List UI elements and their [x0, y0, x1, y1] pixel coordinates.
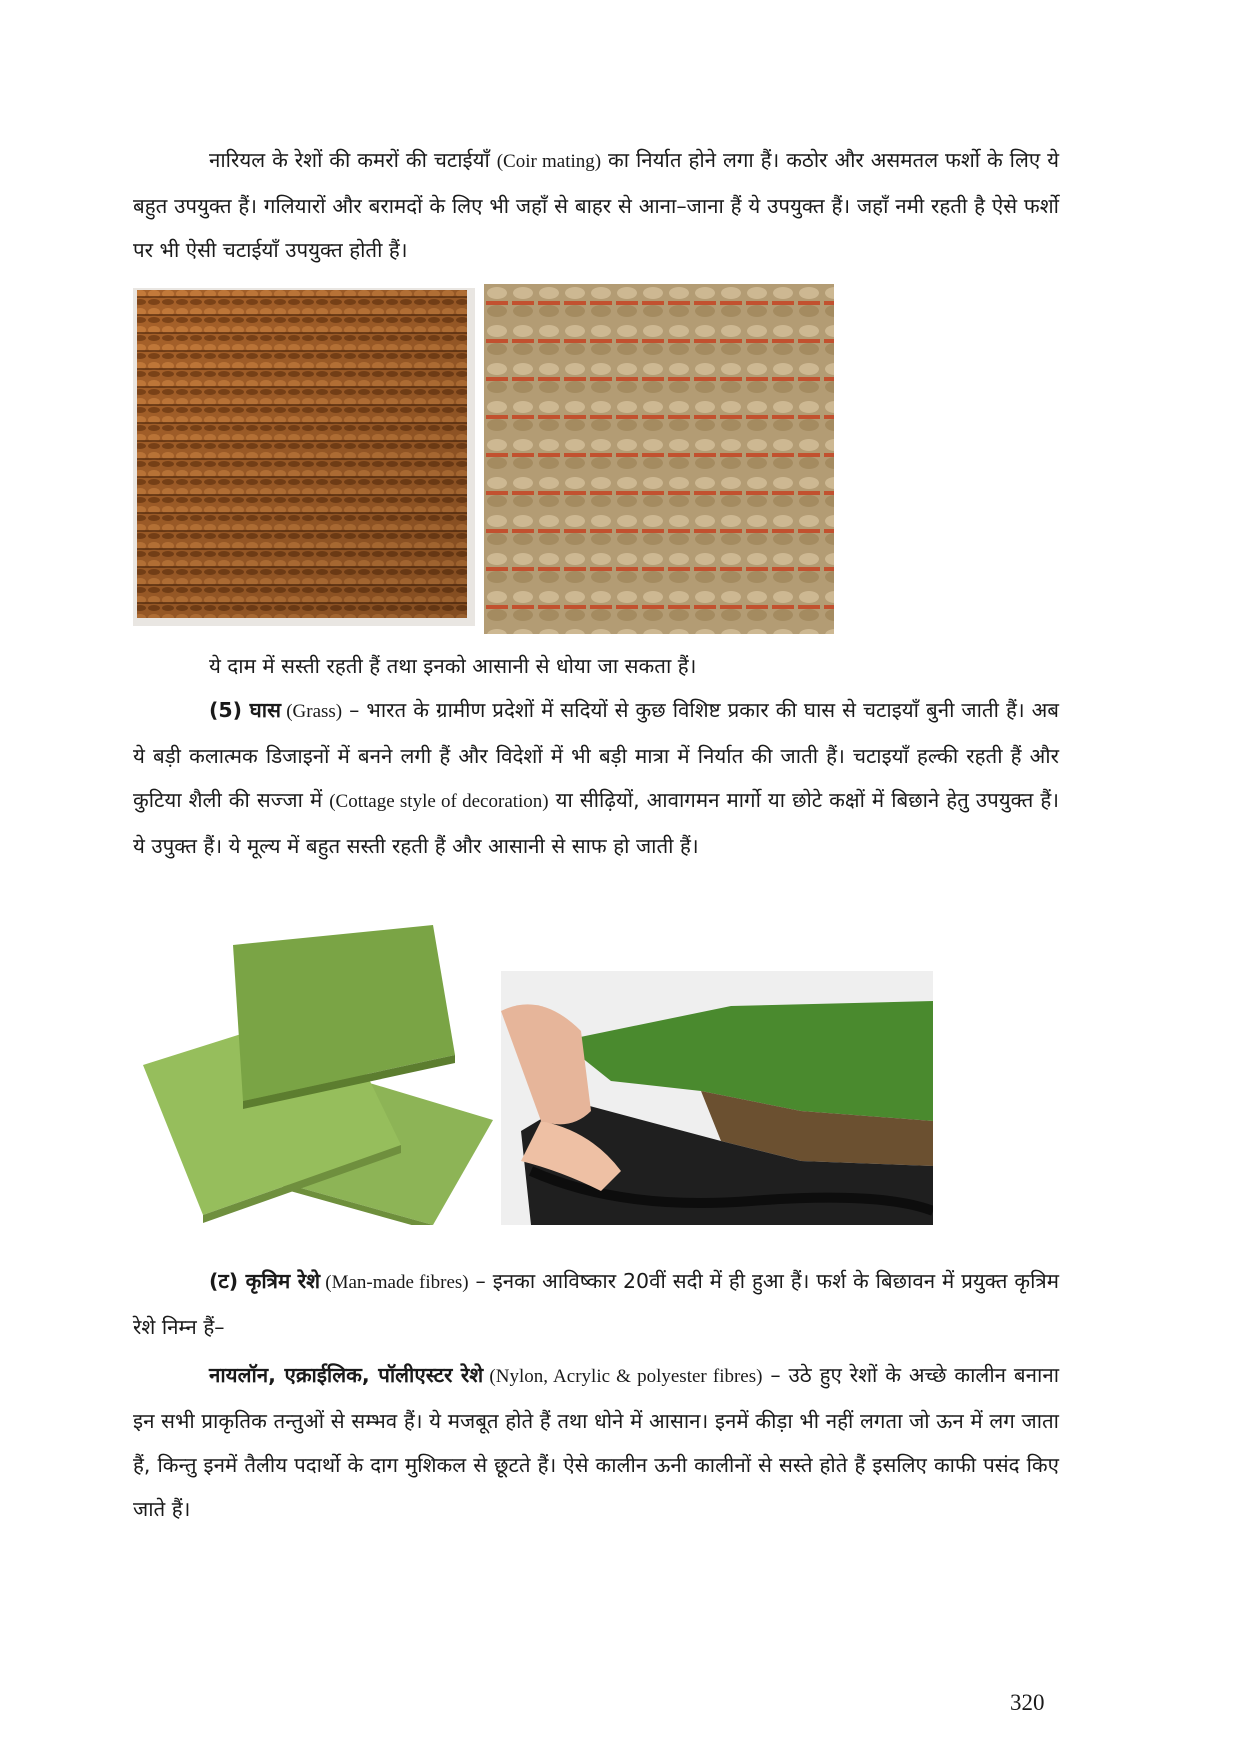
grass-mat-photo-tiles [133, 925, 501, 1225]
paragraph-nylon [133, 1353, 1059, 1531]
manmade-latin-1: (Man-made fibres) [320, 1272, 469, 1293]
grass-heading: (5) घास [209, 698, 281, 722]
coir-text-1: नारियल के रेशों की कमरों की चटाईयाँ [209, 148, 497, 172]
coir-mat-photo-red-stripe [484, 284, 834, 634]
coir-text-2: का निर्यात होने लगा हैं। कठोर और असमतल फर्शो के लिए ये बहुत उपयुक्त हैं। गलियारों और बरामदों के लिए भी जहाँ से बाहर से आना–जाना हैं ये उपयुक्त हैं। जहाँ नमी रहती है ऐसे फर्शो पर भी ऐसी चटाईयाँ उपयुक्त होती हैं। [133, 148, 1060, 262]
page-number: 320 [1010, 1690, 1045, 1715]
paragraph-grass [133, 688, 1059, 868]
paragraph-coir-intro [133, 138, 1059, 272]
coir-latin-1: (Coir mating) [496, 151, 602, 172]
nylon-latin-1: (Nylon, Acrylic & polyester fibres) [483, 1366, 763, 1387]
grass-latin-2: (Cottage style of decoration) [329, 791, 549, 812]
manmade-text-1: – इनका आविष्कार 20वीं सदी में ही हुआ हैं। फर्श के बिछावन में प्रयुक्त कृत्रिम रेशे निम्न हैं– [133, 1269, 1059, 1339]
grass-latin-1: (Grass) [280, 701, 343, 722]
coir-mat-photo-brown [133, 288, 475, 626]
paragraph-manmade [133, 1259, 1059, 1349]
nylon-heading: नायलॉन, एक्राईलिक, पॉलीएस्टर रेशे [209, 1363, 484, 1387]
grass-text-1: – भारत के ग्रामीण प्रदेशों में सदियों से कुछ विशिष्ट प्रकार की घास से चटाइयाँ बुनी जाती हैं। अब ये बड़ी कलात्मक डिजाइनों में बनने लगी हैं और विदेशों में भी बड़ी मात्रा में निर्यात की जाती हैं। चटाइयाँ हल्की रहती हैं और कुटिया शैली की सज्जा में [133, 698, 1059, 812]
coir-cheap-text: ये दाम में सस्ती रहती हैं तथा इनको आसानी से धोया जा सकता हैं। [209, 654, 697, 678]
grass-turf-photo-hand [501, 971, 933, 1225]
nylon-text-1: – उठे हुए रेशों के अच्छे कालीन बनाना इन सभी प्राकृतिक तन्तुओं से सम्भव हैं। ये मजबूत होते हैं तथा धोने में आसान। इनमें कीड़ा भी नहीं लगता जो ऊन में लग जाता हैं, किन्तु इनमें तैलीय पदार्थो के दाग मुशिकल से छूटते हैं। ऐसे कालीन ऊनी कालीनों से सस्ते होते हैं इसलिए काफी पसंद किए जाते हैं। [133, 1363, 1060, 1521]
grass-text-2: या सीढ़ियों, आवागमन मार्गो या छोटे कक्षों में बिछाने हेतु उपयुक्त हैं। ये उपुक्त हैं। ये मूल्य में बहुत सस्ती रहती हैं और आसानी से साफ हो जाती हैं। [133, 788, 1059, 858]
manmade-heading: (ट) कृत्रिम रेशे [209, 1269, 321, 1293]
paragraph-coir-cheap [133, 644, 1059, 688]
